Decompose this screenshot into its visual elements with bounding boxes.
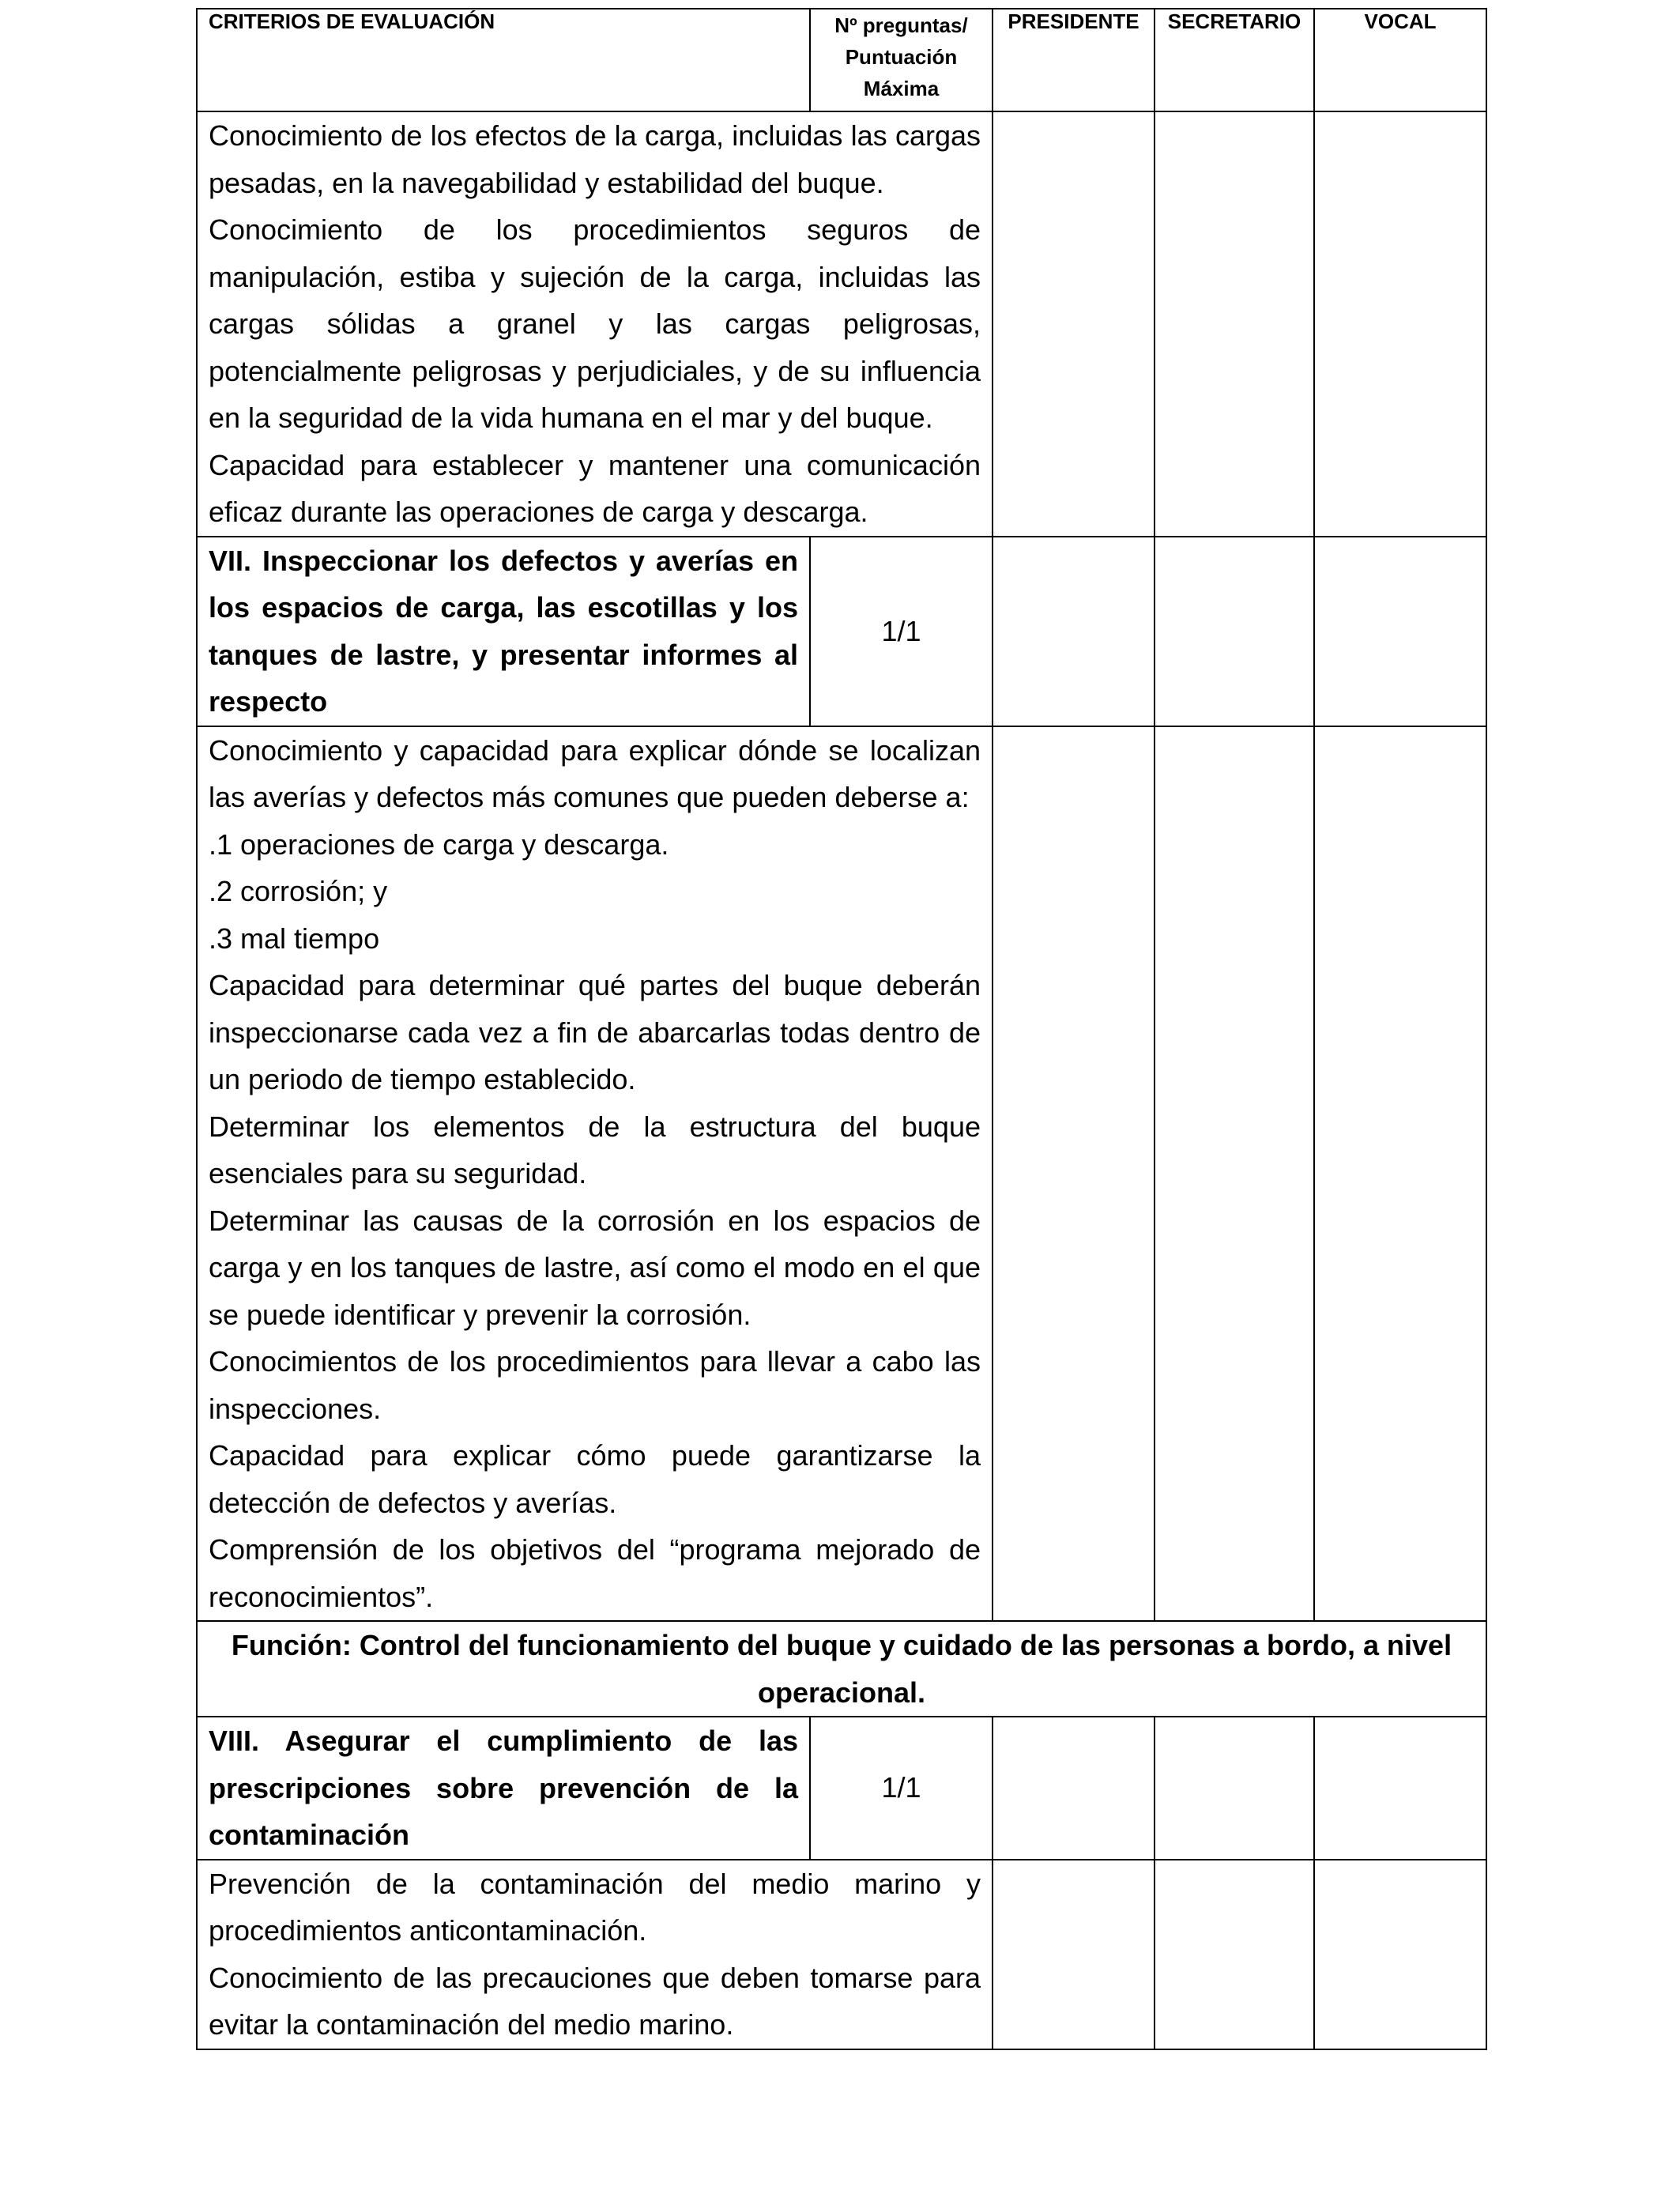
president-cell[interactable]: [993, 111, 1155, 537]
competence-title-viii: VIII. Asegurar el cumplimiento de las prescripciones sobre prevención de la contaminación: [209, 1725, 798, 1851]
score-header-line2: Puntuación: [845, 45, 958, 69]
secretary-cell[interactable]: [1155, 1860, 1314, 2049]
criteria-paragraph: Capacidad para explicar cómo puede garantizarse la detección de defectos y averías.: [209, 1439, 981, 1519]
criteria-cell-pollution: [197, 1860, 993, 2049]
secretary-cell[interactable]: [1155, 726, 1314, 1622]
criteria-header: CRITERIOS DE EVALUACIÓN: [197, 9, 810, 111]
vocal-cell[interactable]: [1314, 1717, 1486, 1860]
criteria-paragraph: .3 mal tiempo: [209, 922, 380, 955]
secretary-header: SECRETARIO: [1155, 9, 1314, 111]
vocal-cell[interactable]: [1314, 111, 1486, 537]
criteria-paragraph: Conocimiento de las precauciones que deben tomarse para evitar la contaminación del medio marino.: [209, 1961, 981, 2041]
criteria-row-cargo: [197, 111, 1486, 537]
competence-row-vii: [197, 537, 1486, 726]
score-header: [810, 9, 993, 111]
vocal-cell[interactable]: [1314, 1860, 1486, 2049]
criteria-paragraph: Capacidad para establecer y mantener una comunicación eficaz durante las operaciones de carga y descarga.: [209, 448, 981, 528]
score-cell-vii: 1/1: [810, 537, 993, 726]
criteria-paragraph: Conocimiento de los efectos de la carga, incluidas las cargas pesadas, en la navegabilidad y estabilidad del buque.: [209, 119, 981, 199]
criteria-paragraph: Conocimientos de los procedimientos para llevar a cabo las inspecciones.: [209, 1345, 981, 1425]
competence-cell-viii: [197, 1717, 810, 1860]
criteria-paragraph: .1 operaciones de carga y descarga.: [209, 827, 669, 861]
criteria-paragraph: .2 corrosión; y: [209, 875, 388, 907]
header-row: [197, 9, 1486, 111]
criteria-paragraph: Determinar los elementos de la estructura del buque esenciales para su seguridad.: [209, 1110, 981, 1189]
score-header-line3: Máxima: [863, 77, 940, 100]
function-title: Función: Control del funcionamiento del buque y cuidado de las personas a bordo, a nivel operacional.: [197, 1621, 1486, 1717]
criteria-paragraph: Determinar las causas de la corrosión en los espacios de carga y en los tanques de lastre, así como el modo en el que se puede identificar y prevenir la corrosión.: [209, 1204, 981, 1331]
function-row: [197, 1621, 1486, 1717]
criteria-paragraph: Capacidad para determinar qué partes del buque deberán inspeccionarse cada vez a fin de abarcarlas todas dentro de un periodo de tiempo establecido.: [209, 969, 981, 1095]
president-cell[interactable]: [993, 537, 1155, 726]
president-header: PRESIDENTE: [993, 9, 1155, 111]
secretary-cell[interactable]: [1155, 537, 1314, 726]
vocal-cell[interactable]: [1314, 537, 1486, 726]
score-cell-viii: 1/1: [810, 1717, 993, 1860]
president-cell[interactable]: [993, 1860, 1155, 2049]
score-header-line1: Nº preguntas/: [834, 13, 968, 37]
competence-title-vii: VII. Inspeccionar los defectos y averías en los espacios de carga, las escotillas y los tanques de lastre, y presentar informes al respecto: [209, 544, 798, 718]
competence-cell-vii: [197, 537, 810, 726]
criteria-paragraph: Conocimiento de los procedimientos seguros de manipulación, estiba y sujeción de la carga, incluidas las cargas sólidas a granel y las cargas peligrosas, potencialmente peligrosas y perjudiciales, y de su influencia en la seguridad de la vida humana en el mar y del buque.: [209, 213, 981, 434]
secretary-cell[interactable]: [1155, 111, 1314, 537]
criteria-cell-cargo: [197, 111, 993, 537]
president-cell[interactable]: [993, 726, 1155, 1622]
criteria-paragraph: Conocimiento y capacidad para explicar dónde se localizan las averías y defectos más comunes que pueden deberse a:: [209, 733, 981, 813]
criteria-paragraph: Comprensión de los objetivos del “programa mejorado de reconocimientos”.: [209, 1533, 981, 1613]
secretary-cell[interactable]: [1155, 1717, 1314, 1860]
evaluation-criteria-table: [196, 8, 1487, 2050]
vocal-header: VOCAL: [1314, 9, 1486, 111]
president-cell[interactable]: [993, 1717, 1155, 1860]
criteria-row-inspection: [197, 726, 1486, 1622]
vocal-cell[interactable]: [1314, 726, 1486, 1622]
criteria-row-pollution: [197, 1860, 1486, 2049]
criteria-cell-inspection: [197, 726, 993, 1622]
criteria-paragraph: Prevención de la contaminación del medio marino y procedimientos anticontaminación.: [209, 1867, 981, 1947]
competence-row-viii: [197, 1717, 1486, 1860]
